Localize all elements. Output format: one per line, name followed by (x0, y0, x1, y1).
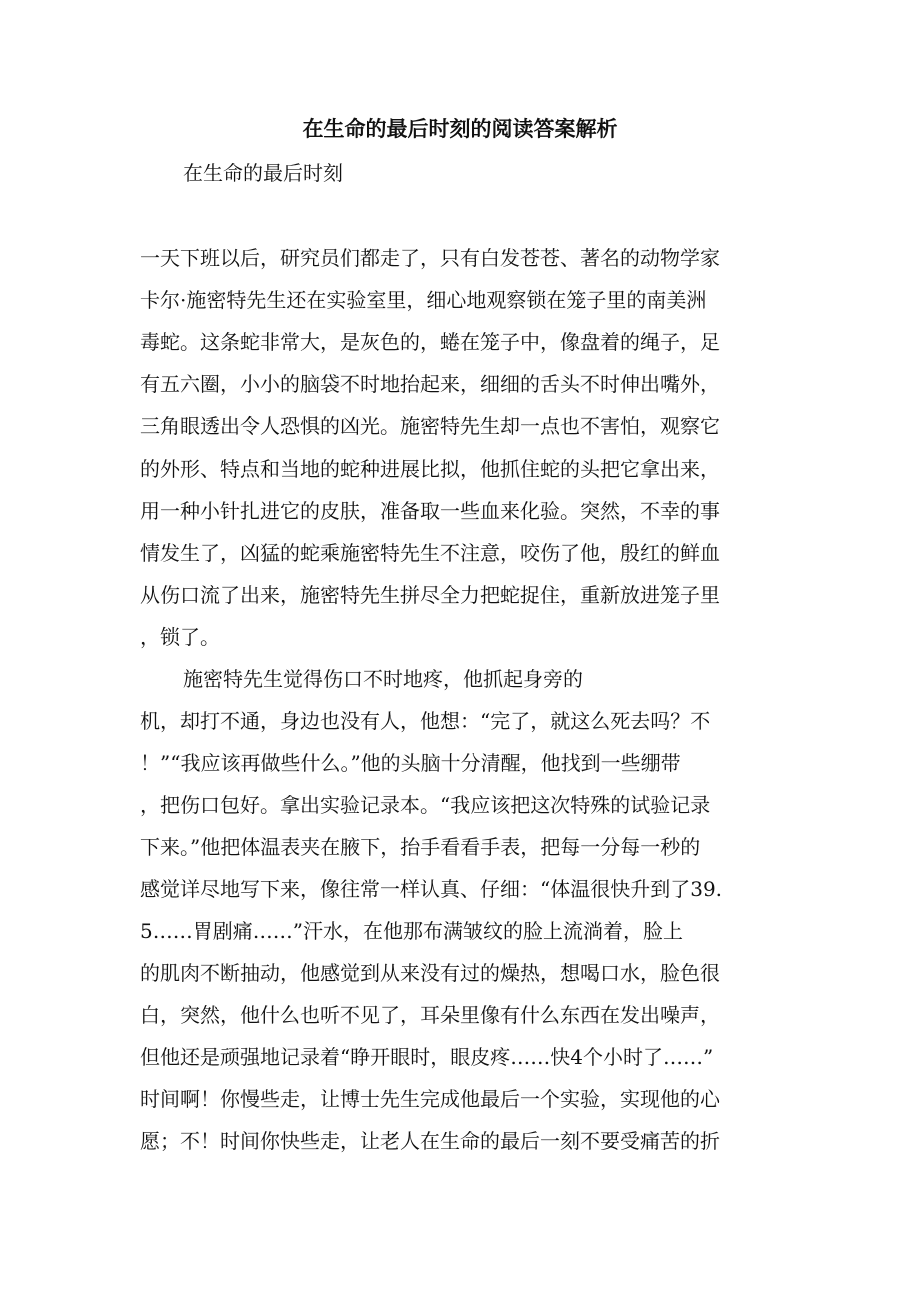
paragraph-line: 但他还是顽强地记录着“睁开眼时，眼皮疼……快4个小时了……” (140, 1045, 714, 1069)
paragraph-line: 卡尔·施密特先生还在实验室里，细心地观察锁在笼子里的南美洲 (140, 288, 707, 312)
paragraph-line: 从伤口流了出来，施密特先生拼尽全力把蛇捉住，重新放进笼子里 (140, 583, 720, 607)
paragraph-line: 白，突然，他什么也听不见了，耳朵里像有什么东西在发出噪声， (140, 1003, 720, 1027)
paragraph-line: ，把伤口包好。拿出实验记录本。“我应该把这次特殊的试验记录 (140, 793, 711, 817)
paragraph-line: 愿；不！时间你快些走，让老人在生命的最后一刻不要受痛苦的折 (140, 1129, 720, 1153)
paragraph-line: 毒蛇。这条蛇非常大，是灰色的，蜷在笼子中，像盘着的绳子，足 (140, 330, 720, 354)
paragraph-line: 时间啊！你慢些走，让博士先生完成他最后一个实验，实现他的心 (140, 1087, 720, 1111)
paragraph-line: 的外形、特点和当地的蛇种进展比拟，他抓住蛇的头把它拿出来， (140, 457, 720, 481)
paragraph-line: 用一种小针扎进它的皮肤，准备取一些血来化验。突然，不幸的事 (140, 499, 720, 523)
paragraph-line: 三角眼透出令人恐惧的凶光。施密特先生却一点也不害怕，观察它 (140, 414, 720, 438)
document-title: 在生命的最后时刻的阅读答案解析 (302, 116, 618, 141)
paragraph-line: 施密特先生觉得伤口不时地疼，他抓起身旁的 (183, 667, 583, 691)
paragraph-line: 下来。”他把体温表夹在腋下，抬手看看手表，把每一分每一秒的 (140, 835, 701, 859)
paragraph-line: 有五六圈，小小的脑袋不时地抬起来，细细的舌头不时伸出嘴外， (140, 372, 720, 396)
paragraph-line: 情发生了，凶猛的蛇乘施密特先生不注意，咬伤了他，殷红的鲜血 (140, 541, 720, 565)
paragraph-line: 5……胃剧痛……”汗水，在他那布满皱纹的脸上流淌着，脸上 (140, 919, 683, 943)
paragraph-line: 的肌肉不断抽动，他感觉到从来没有过的燥热，想喝口水，脸色很 (140, 961, 720, 985)
paragraph-line: 机，却打不通，身边也没有人，他想：“完了，就这么死去吗？不 (140, 709, 711, 733)
document-subtitle: 在生命的最后时刻 (183, 161, 343, 185)
paragraph-line: 一天下班以后，研究员们都走了，只有白发苍苍、著名的动物学家 (140, 246, 720, 270)
paragraph-line: 感觉详尽地写下来，像往常一样认真、仔细：“体温很快升到了39. (140, 877, 723, 901)
paragraph-line: ，锁了。 (140, 625, 220, 649)
paragraph-line: ！”“我应该再做些什么。”他的头脑十分清醒，他找到一些绷带 (140, 751, 681, 775)
